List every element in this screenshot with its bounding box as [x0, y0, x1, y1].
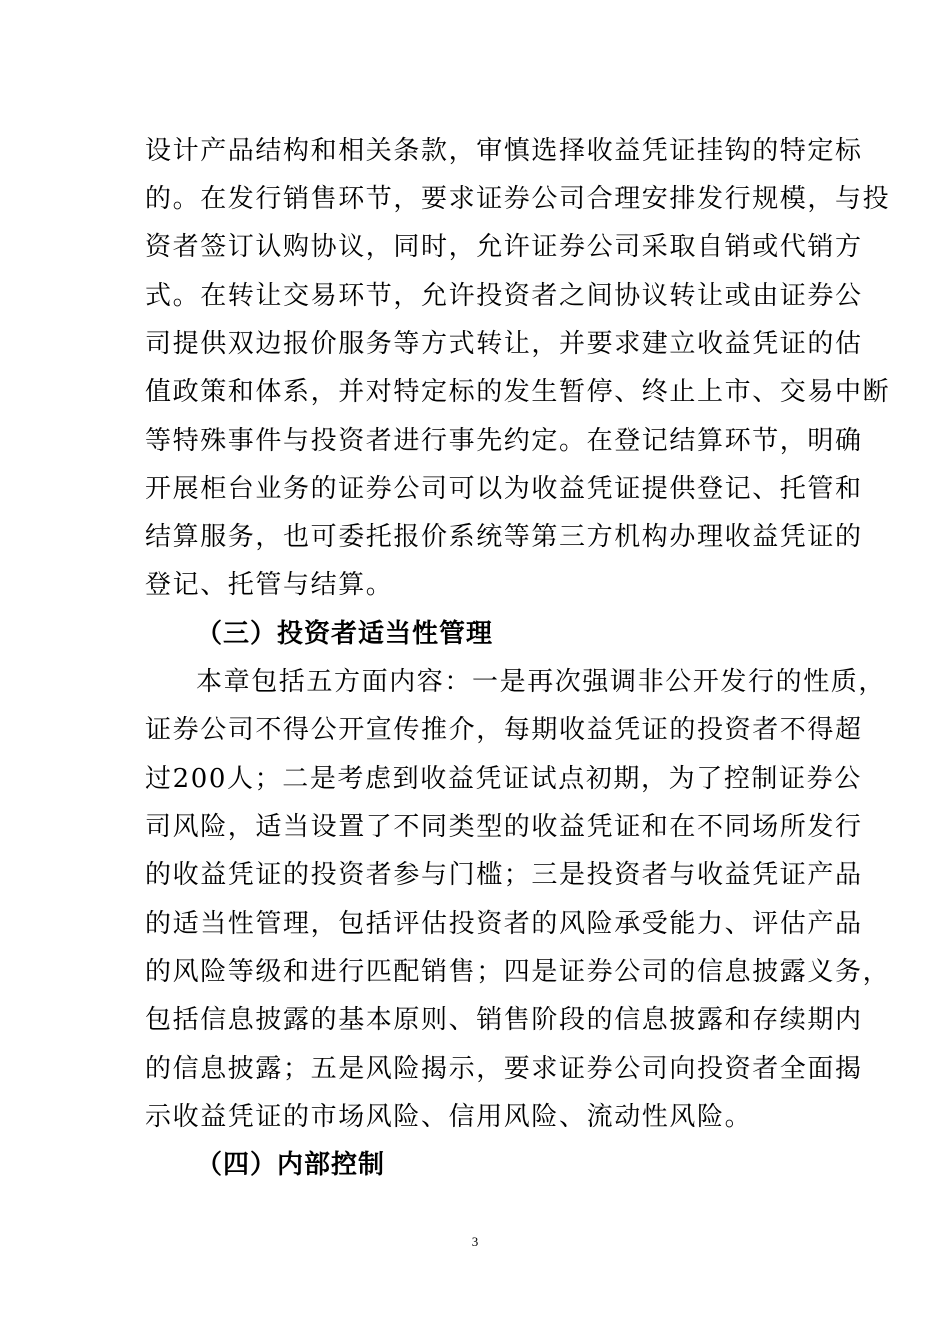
body-text-line: 包括信息披露的基本原则、销售阶段的信息披露和存续期内 — [145, 1005, 863, 1035]
body-text-line: 司提供双边报价服务等方式转让，并要求建立收益凭证的估 — [145, 329, 863, 359]
body-text-line: 等特殊事件与投资者进行事先约定。在登记结算环节，明确 — [145, 426, 863, 456]
body-text-line: 示收益凭证的市场风险、信用风险、流动性风险。 — [145, 1102, 753, 1132]
body-text-line: 的信息披露；五是风险揭示，要求证券公司向投资者全面揭 — [145, 1054, 863, 1084]
body-text-line: 结算服务，也可委托报价系统等第三方机构办理收益凭证的 — [145, 522, 863, 552]
body-text-line: 开展柜台业务的证券公司可以为收益凭证提供登记、托管和 — [145, 474, 863, 504]
body-text-line: 资者签订认购协议，同时，允许证券公司采取自销或代销方 — [145, 232, 863, 262]
body-text-line: 的。在发行销售环节，要求证券公司合理安排发行规模，与投 — [145, 184, 891, 214]
body-text-line: 的收益凭证的投资者参与门槛；三是投资者与收益凭证产品 — [145, 860, 863, 890]
body-text-line: 证券公司不得公开宣传推介，每期收益凭证的投资者不得超 — [145, 715, 863, 745]
body-text-line: 设计产品结构和相关条款，审慎选择收益凭证挂钩的特定标 — [145, 136, 863, 166]
body-text-line: 登记、托管与结算。 — [145, 570, 394, 600]
body-text-line: 值政策和体系，并对特定标的发生暂停、终止上市、交易中断 — [145, 377, 891, 407]
body-text-line: 式。在转让交易环节，允许投资者之间协议转让或由证券公 — [145, 281, 863, 311]
paragraph-first-line: 本章包括五方面内容：一是再次强调非公开发行的性质， — [196, 667, 887, 697]
body-text-line: 的风险等级和进行匹配销售；四是证券公司的信息披露义务， — [145, 957, 891, 987]
page-number: 3 — [471, 1234, 479, 1249]
body-text-line: 过200人；二是考虑到收益凭证试点初期，为了控制证券公 — [145, 764, 862, 794]
body-text-line: 司风险，适当设置了不同类型的收益凭证和在不同场所发行 — [145, 812, 863, 842]
section-heading: （四）内部控制 — [196, 1150, 386, 1180]
body-text-line: 的适当性管理，包括评估投资者的风险承受能力、评估产品 — [145, 909, 863, 939]
section-heading: （三）投资者适当性管理 — [196, 619, 494, 649]
